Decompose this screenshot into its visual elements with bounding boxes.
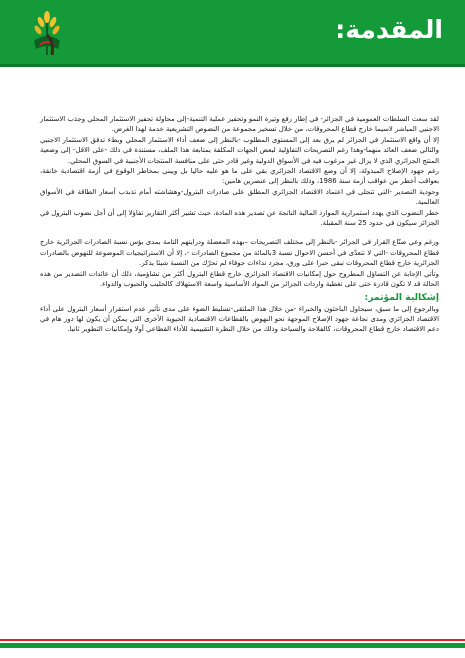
page-title: المقدمة: xyxy=(335,15,443,44)
section-heading: إشكالية المؤتمر: xyxy=(364,291,439,303)
paragraph: وتأتي الإجابة عن التساؤل المطروح حول إمكانيات الاقتصاد الجزائري خارج قطاع البترول أكثر من تشاؤمية، ذلك أن عائدات التصدير من هذه الحالة قد لا تكون قادرة حتى على تغطية واردات الجزائر من المواد الأساسية واسعة الاستهلاك كالحليب والحبوب والدواء. xyxy=(40,269,439,289)
header-band xyxy=(0,0,465,64)
paragraph: خطر النضوب الذي يهدد استمرارية الموارد المالية الناتجة عن تصدير هذه المادة، حيث تشير أكثر التقارير تفاؤلا إلى أن أجل نضوب البترول في الجزائر سيكون في حدود 25 سنة المقبلة. xyxy=(40,208,439,228)
wheat-logo-icon xyxy=(28,5,66,57)
paragraph: ورغم وعي صنّاع القرار في الجزائر -بالنظر إلى مختلف التصريحات –بهذه المعضلة ودرايتهم التامة بمدى بؤس نسبة الصادرات الجزائرية خارج قطاع المحروقات -التي لا تتعدّى في أحسن الاحوال نسبة 3بالمائة من مجموع الصادرات -، إلا أن الاستراتيجيات الموضوعة للنهوض بالصادرات الجزائرية خارج قطاع المحروقات تبقى حبرا على ورق، مجرد نداءات جوفاء لم تحرّك من النسبة شيئا يذكر. xyxy=(40,238,440,268)
paragraph-gap xyxy=(40,228,439,237)
paragraph: رغم جهود الإصلاح المبذولة، إلا أن وضع الاقتصاد الجزائري بقي على ما هو عليه حاليا بل ويبنى بمخاطر الوقوع في أزمة اقتصادية خانقة، بعواقب أخطر من عواقب أزمة سنة 1986، وذلك بالنظر إلى عنصرين هامين: xyxy=(40,167,439,186)
document-body xyxy=(40,114,439,335)
footer-stripe xyxy=(0,643,465,648)
paragraph: إلا أن واقع الاستثمار في الجزائر لم يرق بعد إلى المستوى المطلوب -بالنظر إلى ضعف أداء الاستثمار المحلي وبطء تدفق الاستثمار الاجنبي والتالي ضعف العائد منهما-وهذا رغم التصريحات التفاؤلية لبعض الجهات المكلفة بمتابعة هذا الملف، مستندة في ذلك -على الاقل- إلى وضعية المنتج الجزائري الذي لا يزال غير مرغوب فيه في الأسواق الدولية وغير قادر حتى على منافسة المنتجات الأجنبية في السوق المحلي. xyxy=(40,135,439,165)
paragraph: وحودية التصدير -التي تتجلى في اعتماد الاقتصاد الجزائري المطلق على صادرات البترول-وهشاشته أمام تذبذب أسعار الطاقة في الأسواق العالمية. xyxy=(40,187,439,207)
paragraph: وبالرجوع إلى ما سبق، سيحاول الباحثون والخبراء -من خلال هذا الملتقى-تسليط الضوء على مدى تأثير عدم استقرار أسعار البترول على أداء الاقتصاد الجزائري ومدى نجاعة جهود الإصلاح الموجهة نحو النهوض بالقطاعات الاقتصادية الحيوية الأخرى التي يمكن أن يكون لها دور هام في دعم الاقتصاد خارج قطاع المحروقات، كالفلاحة والسياحة وذلك من خلال النظرة التقييمية للأداء القطاعي أولا وإمكانيات التطوير ثانيا. xyxy=(40,304,439,334)
paragraph: لقد سعت السلطات العمومية في الجزائر- في إطار رفع وتيرة النمو وتحفيز عملية التنمية-إلى محاولة تحفيز الاستثمار المحلي وجذب الاستثمار الاجنبي المباشر لاسيما خارج قطاع المحروقات، من خلال تسخير مجموعة من النصوص التشريعية خدمة لهذا الغرض. xyxy=(40,115,439,134)
